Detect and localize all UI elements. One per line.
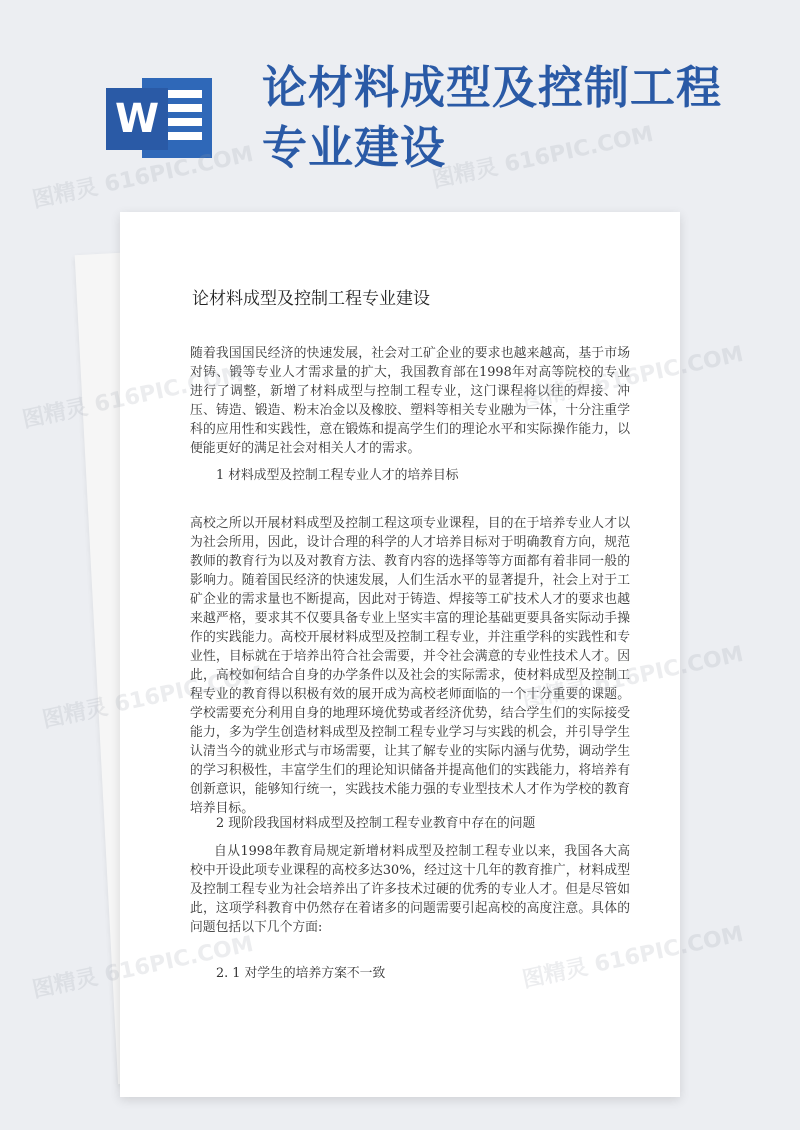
word-document-icon bbox=[106, 72, 216, 164]
document-title: 论材料成型及控制工程专业建设 bbox=[192, 289, 430, 309]
document-page bbox=[120, 212, 680, 1097]
section-heading-1: 1 材料成型及控制工程专业人才的培养目标 bbox=[216, 468, 459, 483]
watermark: 图精灵 616PIC.COM bbox=[30, 141, 256, 214]
paragraph-intro: 随着我国国民经济的快速发展，社会对工矿企业的要求也越来越高，基于市场对铸、锻等专业人才需求量的扩大，我国教育部在1998年对高等院校的专业进行了调整，新增了材料成型与控制工程专业，这门课程将以往的焊接、冲压、铸造、锻造、粉末冶金以及橡胶、塑料等相关专业融为一体，十分注重学科的应用性和实践性，意在锻炼和提高学生们的理论水平和实际操作能力，以便能更好的满足社会对相关人才的需求。 bbox=[190, 346, 630, 456]
banner-title-line-2: 专业建设 bbox=[262, 121, 447, 174]
banner-title bbox=[262, 58, 782, 178]
paragraph-problems: 自从1998年教育局规定新增材料成型及控制工程专业以来，我国各大高校中开设此项专业课程的高校多达30%，经过这十几年的教育推广，材料成型及控制工程专业为社会培养出了许多技术过硬的优秀的专业人才。但是尽管如此，这项学科教育中仍然存在着诸多的问题需要引起高校的高度注意。具体的问题包括以下几个方面: bbox=[190, 844, 630, 935]
paragraph-training-goals: 高校之所以开展材料成型及控制工程这项专业课程，目的在于培养专业人才以为社会所用，因此，设计合理的科学的人才培养目标对于明确教育方向，规范教师的教育行为以及对教育方法、教育内容的选择等等方面都有着非同一般的影响力。随着国民经济的快速发展，人们生活水平的显著提升，社会上对于工矿企业的需求量也不断提高，因此对于铸造、焊接等工矿技术人才的要求也越来越严格，要求其不仅要具备专业上坚实丰富的理论基础更要具备实际动手操作的实践能力。高校开展材料成型及控制工程专业，并注重学科的实践性和专业性，目标就在于培养出符合社会需要，并令社会满意的专业性技术人才。因此，高校如何结合自身的办学条件以及社会的实际需求，使材料成型及控制工程专业的教育得以积极有效的展开成为高校老师面临的一个十分重要的课题。学校需要充分利用自身的地理环境优势或者经济优势，结合学生们的实际接受能力，多为学生创造材料成型及控制工程专业学习与实践的机会，并引导学生认清当今的就业形式与市场需要，让其了解专业的实际内涵与优势，调动学生的学习积极性，丰富学生们的理论知识储备并提高他们的实践能力，将培养有创新意识，能够知行统一，实践技术能力强的专业型技术人才作为学校的教育培养目标。 bbox=[190, 516, 630, 816]
header-banner bbox=[0, 0, 800, 215]
subsection-heading-2-1: 2. 1 对学生的培养方案不一致 bbox=[216, 966, 386, 981]
watermark: 图精灵 bbox=[20, 394, 91, 434]
watermark: 图精灵 616PIC.COM bbox=[430, 121, 656, 194]
section-heading-2: 2 现阶段我国材料成型及控制工程专业教育中存在的问题 bbox=[216, 816, 536, 831]
watermark: 图精灵 bbox=[40, 694, 111, 734]
banner-title-line-1: 论材料成型及控制工程 bbox=[262, 61, 723, 114]
watermark: 图精灵 bbox=[30, 964, 101, 1004]
svg-text:W: W bbox=[114, 96, 160, 142]
